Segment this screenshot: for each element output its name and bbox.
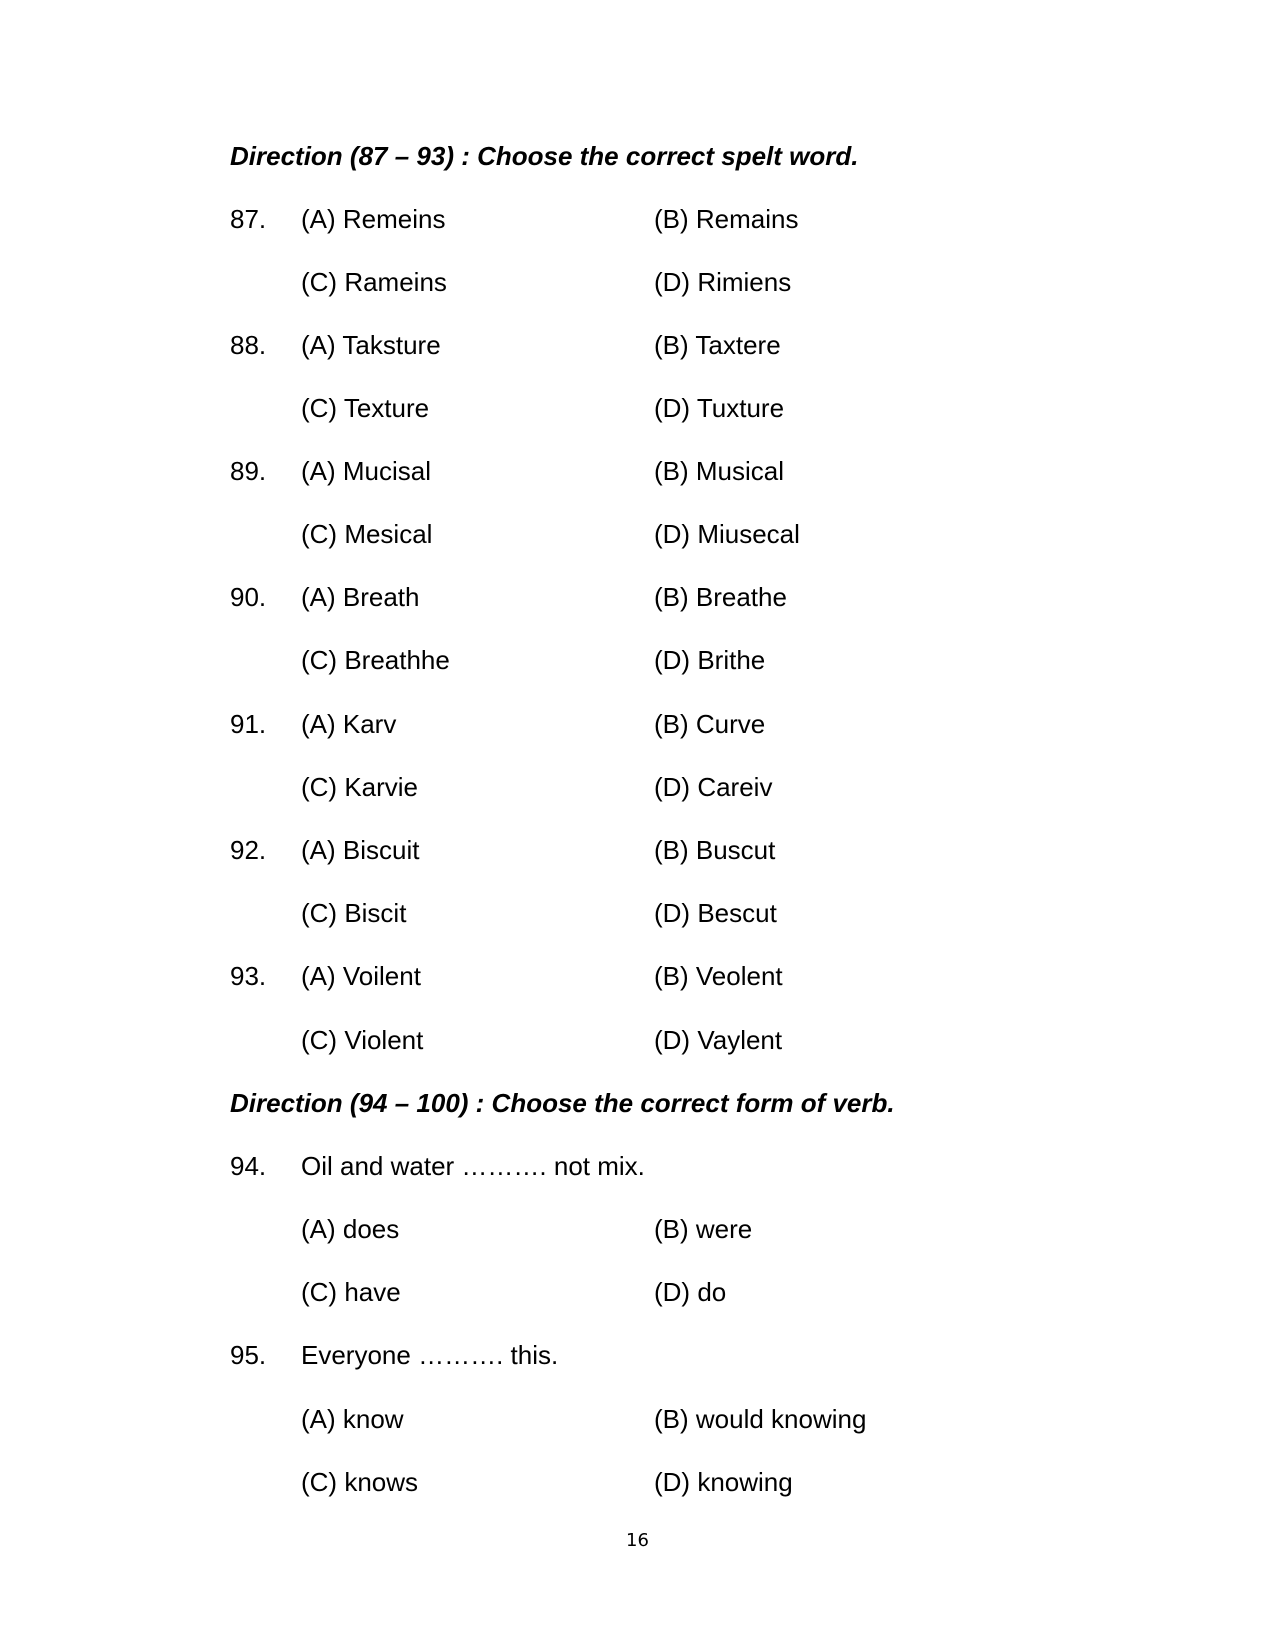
option-d: (D) Careiv	[654, 772, 773, 802]
option-b: (B) Veolent	[654, 961, 783, 991]
option-d: (D) Vaylent	[654, 1025, 783, 1055]
option-c: (C) Rameins	[301, 267, 447, 297]
option-d: (D) do	[654, 1277, 727, 1307]
question-number: 92.	[230, 835, 267, 865]
option-c: (C) have	[301, 1277, 401, 1307]
option-a: (A) does	[301, 1214, 400, 1244]
option-a: (A) Mucisal	[301, 456, 432, 486]
option-c: (C) Mesical	[301, 519, 433, 549]
question-number: 90.	[230, 582, 267, 612]
option-d: (D) Brithe	[654, 645, 766, 675]
direction-heading-spelling: Direction (87 – 93) : Choose the correct spelt word.	[230, 141, 859, 171]
question-number: 91.	[230, 709, 267, 739]
option-b: (B) Buscut	[654, 835, 776, 865]
option-b: (B) Breathe	[654, 582, 787, 612]
option-b: (B) Taxtere	[654, 330, 781, 360]
option-b: (B) Curve	[654, 709, 766, 739]
question-number: 87.	[230, 204, 267, 234]
option-d: (D) knowing	[654, 1467, 793, 1497]
direction-heading-verb-form: Direction (94 – 100) : Choose the correct form of verb.	[230, 1088, 895, 1118]
option-b: (B) would knowing	[654, 1404, 867, 1434]
option-d: (D) Rimiens	[654, 267, 792, 297]
option-c: (C) Breathhe	[301, 645, 450, 675]
option-d: (D) Miusecal	[654, 519, 800, 549]
question-number: 95.	[230, 1340, 267, 1370]
option-c: (C) Biscit	[301, 898, 407, 928]
option-d: (D) Bescut	[654, 898, 777, 928]
question-number: 89.	[230, 456, 267, 486]
option-a: (A) Karv	[301, 709, 397, 739]
option-a: (A) Voilent	[301, 961, 421, 991]
option-c: (C) Karvie	[301, 772, 419, 802]
option-b: (B) Musical	[654, 456, 785, 486]
option-a: (A) Biscuit	[301, 835, 420, 865]
page-number: 16	[626, 1530, 649, 1551]
option-c: (C) knows	[301, 1467, 419, 1497]
question-stem: Oil and water ………. not mix.	[301, 1151, 645, 1181]
option-d: (D) Tuxture	[654, 393, 785, 423]
option-a: (A) Breath	[301, 582, 420, 612]
option-b: (B) Remains	[654, 204, 799, 234]
question-number: 93.	[230, 961, 267, 991]
option-a: (A) Taksture	[301, 330, 441, 360]
option-a: (A) Remeins	[301, 204, 446, 234]
option-c: (C) Texture	[301, 393, 430, 423]
question-number: 88.	[230, 330, 267, 360]
question-number: 94.	[230, 1151, 267, 1181]
option-b: (B) were	[654, 1214, 753, 1244]
option-a: (A) know	[301, 1404, 404, 1434]
question-stem: Everyone ………. this.	[301, 1340, 559, 1370]
option-c: (C) Violent	[301, 1025, 424, 1055]
